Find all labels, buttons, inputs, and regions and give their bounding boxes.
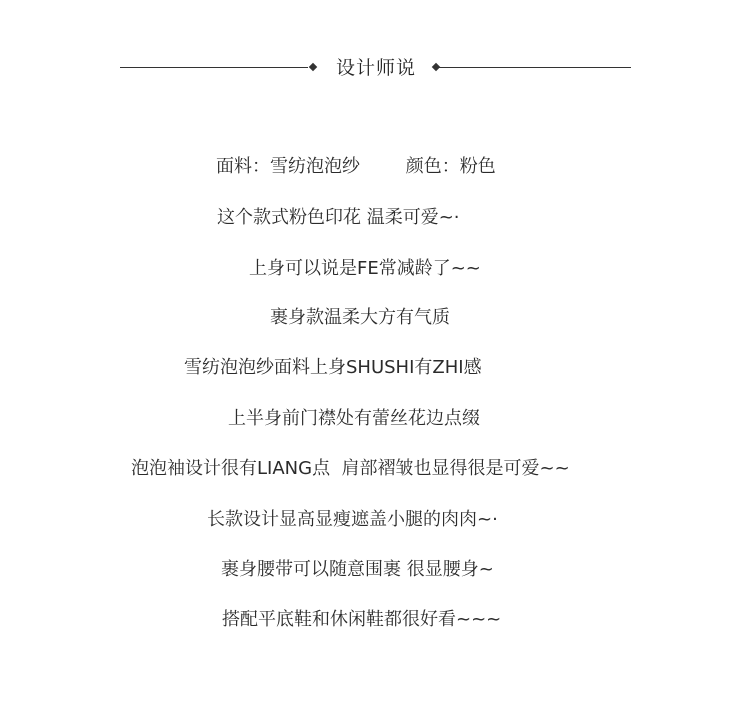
description-line: 面料：雪纺泡泡纱 颜色：粉色 (216, 156, 496, 177)
description-line: 上身可以说是FE常减龄了~~ (249, 258, 481, 279)
diamond-left-icon (309, 63, 317, 71)
description-line: 雪纺泡泡纱面料上身SHUSHI有ZHI感 (184, 357, 482, 378)
description-line: 这个款式粉色印花 温柔可爱~· (217, 207, 460, 228)
description-line: 泡泡袖设计很有LIANG点 肩部褶皱也显得很是可爱~~ (131, 458, 570, 479)
description-line: 长款设计显高显瘦遮盖小腿的肉肉~· (207, 509, 498, 530)
header-divider-right (436, 67, 631, 68)
header-divider-left (120, 67, 308, 68)
section-header (120, 54, 631, 82)
description-line: 搭配平底鞋和休闲鞋都很好看~~~ (222, 609, 502, 630)
description-line: 裹身腰带可以随意围裹 很显腰身~ (221, 559, 494, 580)
section-title: 设计师说 (335, 57, 416, 79)
description-line: 上半身前门襟处有蕾丝花边点缀 (228, 408, 480, 429)
description-line: 裹身款温柔大方有气质 (270, 307, 450, 328)
